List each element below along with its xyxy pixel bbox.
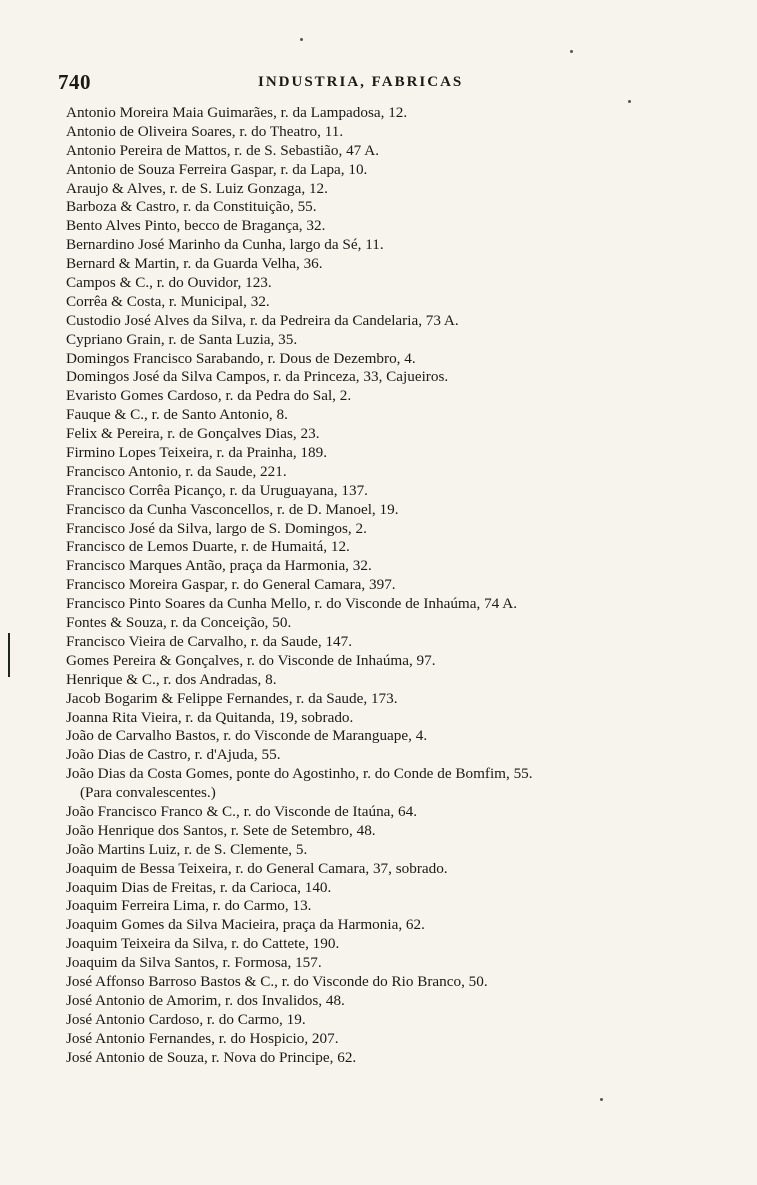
directory-entry: Henrique & C., r. dos Andradas, 8. (66, 670, 277, 688)
directory-entry: Joaquim de Bessa Teixeira, r. do General Camara, 37, sobrado. (66, 859, 448, 877)
directory-entry: João Francisco Franco & C., r. do Visconde de Itaúna, 64. (66, 802, 418, 820)
running-title: INDUSTRIA, FABRICAS (258, 74, 464, 90)
directory-entry: Antonio de Souza Ferreira Gaspar, r. da Lapa, 10. (66, 160, 368, 178)
directory-entry: Joanna Rita Vieira, r. da Quitanda, 19, sobrado. (66, 708, 354, 726)
directory-entry: Fauque & C., r. de Santo Antonio, 8. (66, 406, 288, 424)
directory-entry: Gomes Pereira & Gonçalves, r. do Visconde de Inhaúma, 97. (66, 651, 436, 669)
directory-entry: Antonio Pereira de Mattos, r. de S. Sebastião, 47 A. (66, 141, 379, 159)
directory-entry: Joaquim da Silva Santos, r. Formosa, 157. (66, 954, 322, 972)
directory-entry: Fontes & Souza, r. da Conceição, 50. (66, 614, 292, 632)
directory-entry: Francisco da Cunha Vasconcellos, r. de D. Manoel, 19. (66, 500, 399, 518)
page-header (58, 70, 678, 96)
directory-entry: Bernard & Martin, r. da Guarda Velha, 36. (66, 255, 323, 273)
directory-entry: Firmino Lopes Teixeira, r. da Prainha, 189. (66, 444, 328, 462)
directory-entry: Cypriano Grain, r. de Santa Luzia, 35. (66, 330, 298, 348)
directory-entry: Domingos José da Silva Campos, r. da Princeza, 33, Cajueiros. (66, 368, 449, 386)
directory-entry: Francisco Vieira de Carvalho, r. da Saude, 147. (66, 632, 353, 650)
page-number: 740 (58, 70, 91, 94)
directory-entry: João de Carvalho Bastos, r. do Visconde de Maranguape, 4. (66, 727, 428, 745)
directory-entry: Bento Alves Pinto, becco de Bragança, 32. (66, 217, 326, 235)
directory-entry: Francisco Marques Antão, praça da Harmonia, 32. (66, 557, 372, 575)
paper-speck (300, 38, 303, 41)
directory-entry: Barboza & Castro, r. da Constituição, 55. (66, 198, 317, 216)
paper-speck (570, 50, 573, 53)
directory-entry: João Dias da Costa Gomes, ponte do Agostinho, r. do Conde de Bomfim, 55. (66, 765, 533, 783)
directory-entry: Francisco Moreira Gaspar, r. do General Camara, 397. (66, 576, 396, 594)
directory-entry: Joaquim Ferreira Lima, r. do Carmo, 13. (66, 897, 312, 915)
directory-entry: (Para convalescentes.) (80, 784, 216, 802)
directory-entry: João Henrique dos Santos, r. Sete de Setembro, 48. (66, 821, 376, 839)
directory-entry: Felix & Pereira, r. de Gonçalves Dias, 23. (66, 425, 320, 443)
directory-entry: Francisco José da Silva, largo de S. Domingos, 2. (66, 519, 367, 537)
margin-mark (8, 633, 10, 677)
directory-entry: José Antonio Fernandes, r. do Hospicio, 207. (66, 1029, 339, 1047)
directory-entry: José Antonio Cardoso, r. do Carmo, 19. (66, 1010, 306, 1028)
directory-entry: Francisco Pinto Soares da Cunha Mello, r. do Visconde de Inhaúma, 74 A. (66, 595, 517, 613)
directory-entry: Custodio José Alves da Silva, r. da Pedreira da Candelaria, 73 A. (66, 311, 459, 329)
directory-entry: Antonio de Oliveira Soares, r. do Theatro, 11. (66, 122, 344, 140)
directory-entry: João Martins Luiz, r. de S. Clemente, 5. (66, 840, 308, 858)
directory-entry: Araujo & Alves, r. de S. Luiz Gonzaga, 12. (66, 179, 328, 197)
directory-entry: Jacob Bogarim & Felippe Fernandes, r. da Saude, 173. (66, 689, 398, 707)
paper-speck (628, 100, 631, 103)
directory-entry: Campos & C., r. do Ouvidor, 123. (66, 274, 272, 292)
directory-entry: Corrêa & Costa, r. Municipal, 32. (66, 292, 270, 310)
directory-entry: Evaristo Gomes Cardoso, r. da Pedra do Sal, 2. (66, 387, 352, 405)
directory-entry: Francisco de Lemos Duarte, r. de Humaitá, 12. (66, 538, 350, 556)
directory-entry: José Antonio de Amorim, r. dos Invalidos, 48. (66, 991, 345, 1009)
directory-entry: Francisco Antonio, r. da Saude, 221. (66, 462, 287, 480)
paper-speck (600, 1098, 603, 1101)
directory-listing (66, 104, 736, 1067)
directory-entry: Domingos Francisco Sarabando, r. Dous de Dezembro, 4. (66, 349, 416, 367)
directory-entry: José Affonso Barroso Bastos & C., r. do Visconde do Rio Branco, 50. (66, 972, 488, 990)
directory-entry: Joaquim Dias de Freitas, r. da Carioca, 140. (66, 878, 332, 896)
directory-entry: Joaquim Gomes da Silva Macieira, praça da Harmonia, 62. (66, 916, 425, 934)
directory-entry: João Dias de Castro, r. d'Ajuda, 55. (66, 746, 281, 764)
directory-entry: Antonio Moreira Maia Guimarães, r. da Lampadosa, 12. (66, 104, 408, 121)
directory-entry: Francisco Corrêa Picanço, r. da Uruguayana, 137. (66, 481, 368, 499)
directory-entry: Joaquim Teixeira da Silva, r. do Cattete, 190. (66, 935, 340, 953)
directory-entry: Bernardino José Marinho da Cunha, largo da Sé, 11. (66, 236, 384, 254)
directory-entry: José Antonio de Souza, r. Nova do Principe, 62. (66, 1048, 357, 1066)
